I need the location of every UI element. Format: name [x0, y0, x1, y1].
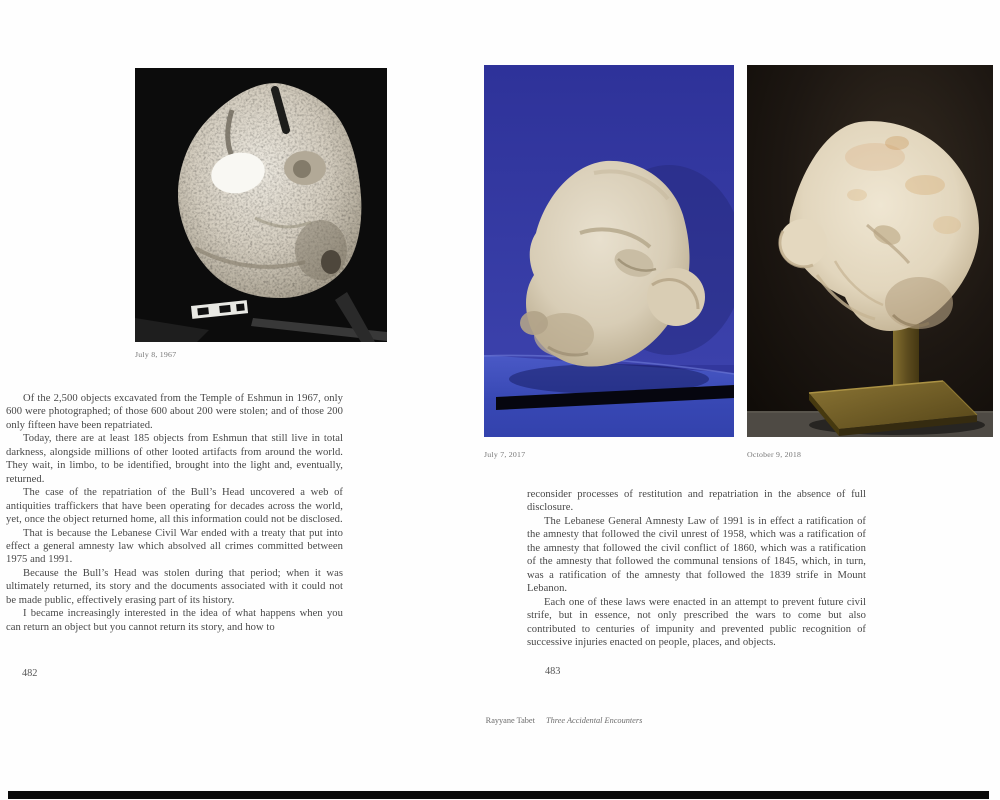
bull-head-blue-illustration [484, 65, 734, 437]
footer-book-title: Three Accidental Encounters [546, 716, 643, 725]
bull-head-stand-illustration [747, 65, 993, 437]
footer-author: Rayyane Tabet [485, 716, 535, 725]
photo-caption-2017: July 7, 2017 [484, 450, 526, 459]
bottom-edge-bar [8, 791, 989, 799]
right-page-text-column [527, 488, 866, 649]
running-footer [414, 716, 714, 725]
left-page-text-column [6, 392, 343, 634]
paragraph: The case of the repatriation of the Bull’s Head uncovered a web of antiquities traffickers that have been operating for decades across the world, yet, once the object returned home, all this information could not be disclosed. [6, 487, 343, 526]
paragraph: Of the 2,500 objects excavated from the Temple of Eshmun in 1967, only 600 were photographed; of those 600 about 200 were stolen; and of those 200 only fifteen have been repatriated. [6, 393, 343, 431]
paragraph: Today, there are at least 185 objects from Eshmun that still live in total darkness, alongside millions of other looted artifacts from around the world. They wait, in limbo, to be identified, brought into the light and, eventually, returned. [6, 433, 343, 485]
photo-scale-bar [191, 300, 248, 319]
bw-excavation-photo-1967 [135, 68, 387, 342]
paragraph: Because the Bull’s Head was stolen during that period; when it was ultimately returned, its story and the documents associated with it could not be made public, effectively erasing part of its history. [6, 567, 343, 606]
museum-photo-2017 [484, 65, 734, 437]
paragraph: Each one of these laws were enacted in an attempt to prevent future civil strife, but in essence, not only prescribed the wars to come but also contributed to centuries of impunity and prevented public recognition of successive injuries enacted on people, places, and objects. [527, 596, 866, 648]
photo-caption-2018: October 9, 2018 [747, 450, 802, 459]
plank-shape [135, 318, 209, 342]
bull-head-bw-illustration [135, 68, 387, 342]
page-number-left: 482 [22, 668, 38, 679]
paragraph: reconsider processes of restitution and repatriation in the absence of full disclosure. [527, 489, 866, 514]
paragraph: The Lebanese General Amnesty Law of 1991 is in effect a ratification of the amnesty that followed the civil unrest of 1958, which was a ratification of the amnesty that followed the civil conflict of 1860, which was a ratification of the amnesty that followed the communal tensions of 1845, which, in turn, was a ratification of the amnesty that followed the 1839 strife in Mount Lebanon. [527, 515, 866, 595]
paragraph: I became increasingly interested in the idea of what happens when you can return an object but you cannot return its story, and how to [6, 608, 343, 633]
photo-caption-1967: July 8, 1967 [135, 350, 177, 359]
paragraph: That is because the Lebanese Civil War ended with a treaty that put into effect a general amnesty law which absolved all crimes committed between 1975 and 1991. [6, 527, 343, 566]
page-number-right: 483 [545, 666, 561, 677]
gallery-photo-2018 [747, 65, 993, 437]
